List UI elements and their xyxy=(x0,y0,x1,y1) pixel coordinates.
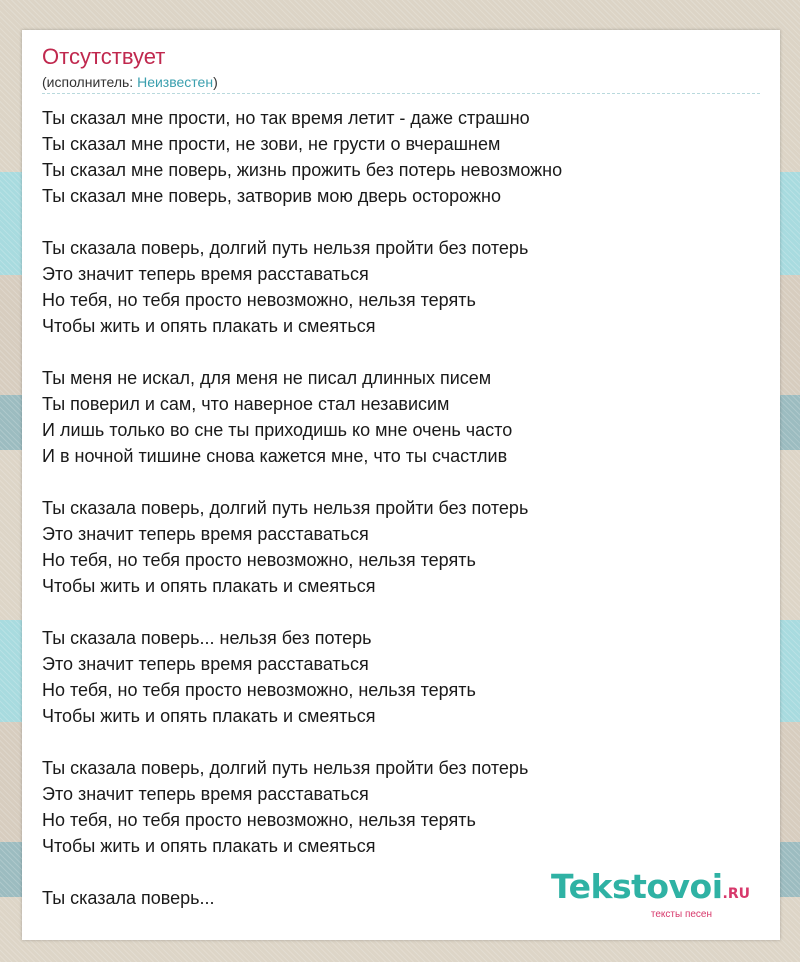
lyric-line: Ты сказала поверь... нельзя без потерь xyxy=(42,628,372,648)
lyrics-stanza xyxy=(42,105,752,209)
lyric-line: Ты сказал мне прости, не зови, не грусти о вчерашнем xyxy=(42,134,501,154)
lyric-line: Ты сказал мне прости, но так время летит - даже страшно xyxy=(42,108,530,128)
logo-tagline: тексты песен xyxy=(650,909,712,920)
lyric-line: И в ночной тишине снова кажется мне, что ты счастлив xyxy=(42,446,508,466)
lyrics-stanza xyxy=(42,365,752,469)
lyric-line: Чтобы жить и опять плакать и смеяться xyxy=(42,836,376,856)
artist-link[interactable]: Неизвестен xyxy=(137,74,214,90)
logo-suffix: .RU xyxy=(722,886,750,902)
logo-name: Tekstovoi xyxy=(550,867,723,906)
lyric-line: Но тебя, но тебя просто невозможно, нельзя терять xyxy=(42,810,476,830)
artist-line xyxy=(42,73,218,91)
lyric-line: Ты сказала поверь, долгий путь нельзя пройти без потерь xyxy=(42,498,529,518)
lyric-line: Это значит теперь время расставаться xyxy=(42,264,369,284)
lyric-line: Чтобы жить и опять плакать и смеяться xyxy=(42,576,376,596)
tekstovoi-logo[interactable] xyxy=(551,869,750,920)
artist-suffix: ) xyxy=(213,74,218,90)
lyrics-stanza xyxy=(42,755,752,859)
lyric-line: Ты сказала поверь... xyxy=(42,888,215,908)
lyrics-stanza xyxy=(42,235,752,339)
lyric-line: Чтобы жить и опять плакать и смеяться xyxy=(42,316,376,336)
lyric-line: Ты сказал мне поверь, затворив мою дверь осторожно xyxy=(42,186,501,206)
artist-prefix: (исполнитель: xyxy=(42,74,138,90)
lyric-line: Но тебя, но тебя просто невозможно, нельзя терять xyxy=(42,680,476,700)
lyrics-stanza xyxy=(42,495,752,599)
lyric-line: Ты сказала поверь, долгий путь нельзя пройти без потерь xyxy=(42,758,529,778)
lyric-line: Это значит теперь время расставаться xyxy=(42,784,369,804)
song-title: Отсутствует xyxy=(42,44,166,69)
lyric-line: Ты меня не искал, для меня не писал длинных писем xyxy=(42,368,492,388)
lyric-line: Ты поверил и сам, что наверное стал независим xyxy=(42,394,450,414)
lyric-line: И лишь только во сне ты приходишь ко мне очень часто xyxy=(42,420,513,440)
lyrics-text xyxy=(42,105,752,911)
lyrics-stanza xyxy=(42,625,752,729)
lyric-line: Чтобы жить и опять плакать и смеяться xyxy=(42,706,376,726)
lyric-line: Это значит теперь время расставаться xyxy=(42,524,369,544)
lyrics-card xyxy=(22,30,780,940)
header-divider xyxy=(42,93,760,94)
logo-wordmark xyxy=(551,869,750,912)
lyric-line: Это значит теперь время расставаться xyxy=(42,654,369,674)
lyric-line: Ты сказала поверь, долгий путь нельзя пройти без потерь xyxy=(42,238,529,258)
lyric-line: Ты сказал мне поверь, жизнь прожить без потерь невозможно xyxy=(42,160,563,180)
lyric-line: Но тебя, но тебя просто невозможно, нельзя терять xyxy=(42,290,476,310)
lyric-line: Но тебя, но тебя просто невозможно, нельзя терять xyxy=(42,550,476,570)
